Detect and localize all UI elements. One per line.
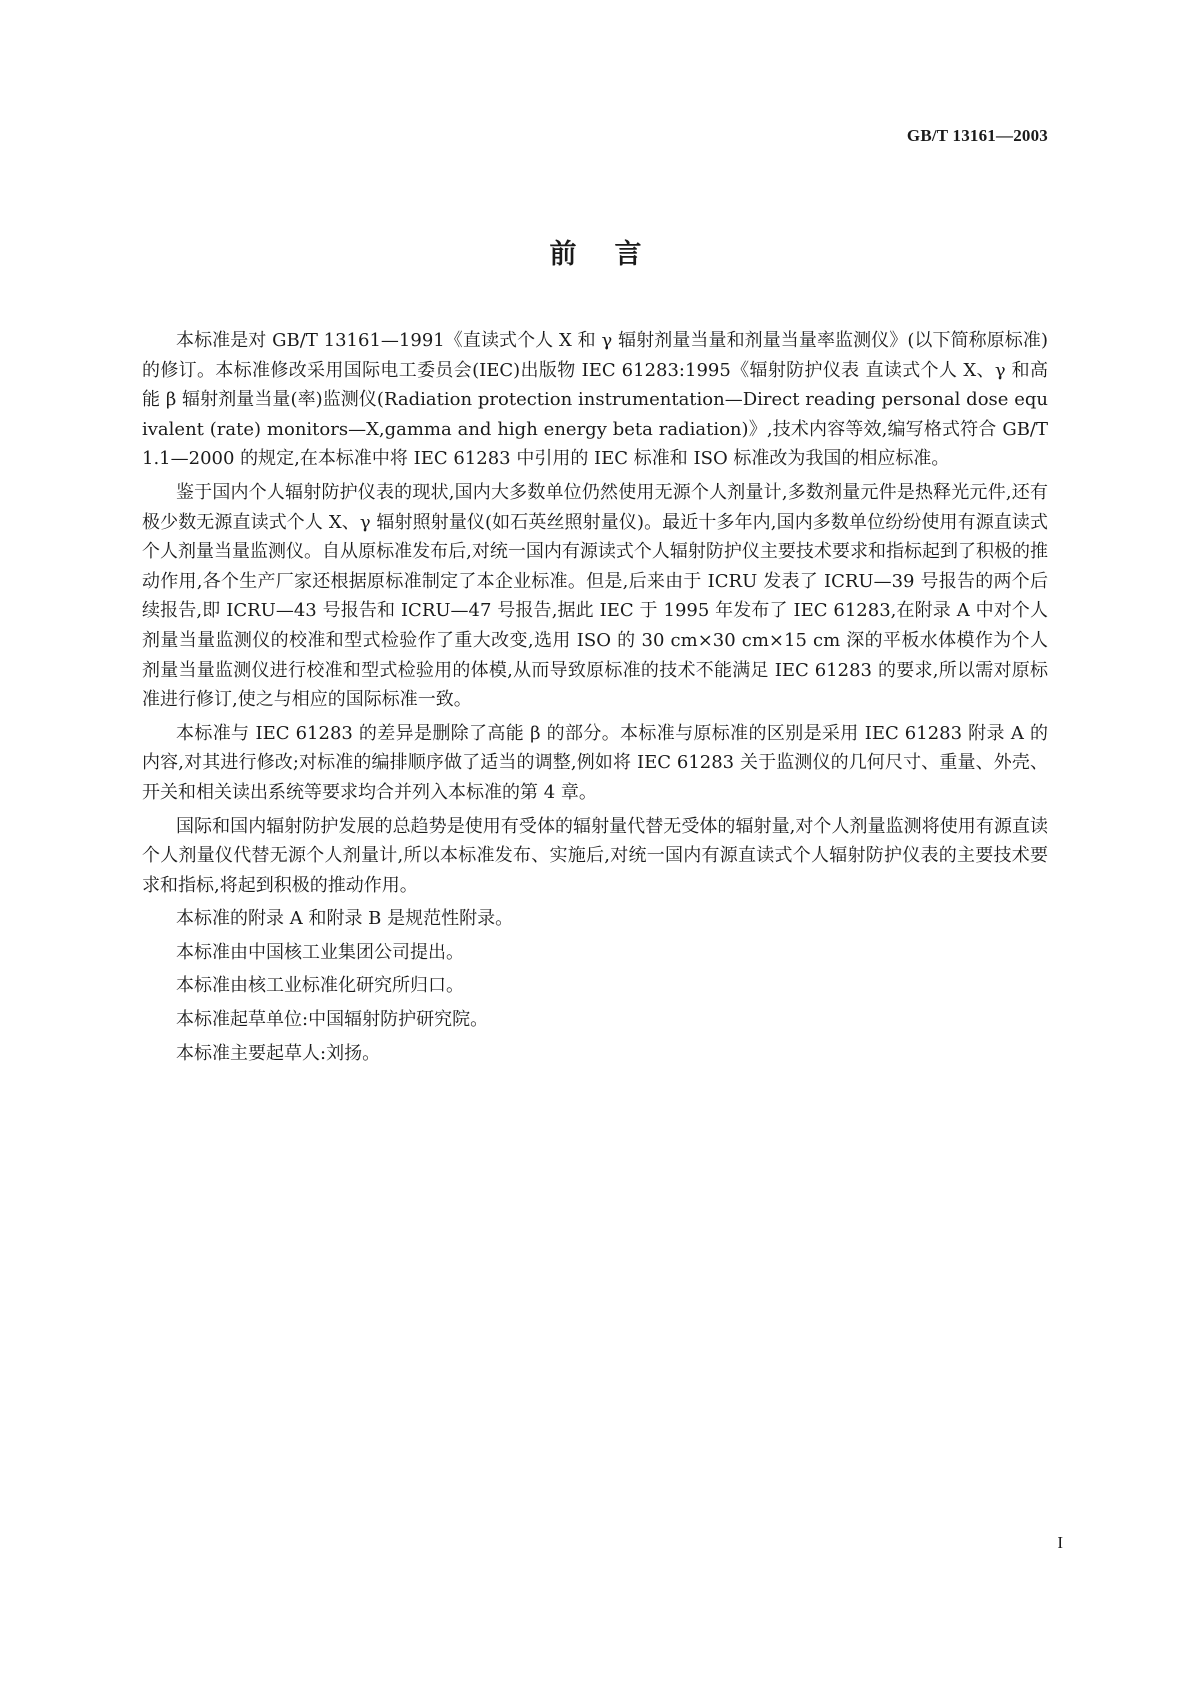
paragraph-proposer: 本标准由中国核工业集团公司提出。 xyxy=(176,941,464,963)
paragraph-differences: 本标准与 IEC 61283 的差异是删除了高能 β 的部分。本标准与原标准的区别是采用 IEC 61283 附录 A 的内容,对其进行修改;对标准的编排顺序做了适当的调整,例如将 IEC 61283 关于监测仪的几何尺寸、重量、外壳、开关和相关读出系统等要求均合并列入本标准的第 4 章。 xyxy=(142,722,1048,803)
foreword-body xyxy=(142,326,1048,1072)
paragraph-revision-basis: 本标准是对 GB/T 13161—1991《直读式个人 X 和 γ 辐射剂量当量和剂量当量率监测仪》(以下简称原标准)的修订。本标准修改采用国际电工委员会(IEC)出版物 IEC 61283:1995《辐射防护仪表 直读式个人 X、γ 和高能 β 辐射剂量当量(率)监测仪(Radiation protection instrumentation—Direct reading personal dose equivalent (rate) monitors—X,gamma and high energy beta radiation)》,技术内容等效,编写格式符合 GB/T 1.1—2000 的规定,在本标准中将 IEC 61283 中引用的 IEC 标准和 ISO 标准改为我国的相应标准。 xyxy=(142,330,1048,470)
page-number: I xyxy=(1057,1533,1063,1552)
paragraph-background: 鉴于国内个人辐射防护仪表的现状,国内大多数单位仍然使用无源个人剂量计,多数剂量元件是热释光元件,还有极少数无源直读式个人 X、γ 辐射照射量仪(如石英丝照射量仪)。最近十多年内,国内多数单位纷纷使用有源直读式个人剂量当量监测仪。自从原标准发布后,对统一国内有源读式个人辐射防护仪主要技术要求和指标起到了积极的推动作用,各个生产厂家还根据原标准制定了本企业标准。但是,后来由于 ICRU 发表了 ICRU—39 号报告的两个后续报告,即 ICRU—43 号报告和 ICRU—47 号报告,据此 IEC 于 1995 年发布了 IEC 61283,在附录 A 中对个人剂量当量监测仪的校准和型式检验作了重大改变,选用 ISO 的 30 cm×30 cm×15 cm 深的平板水体模作为个人剂量当量监测仪进行校准和型式检验用的体模,从而导致原标准的技术不能满足 IEC 61283 的要求,所以需对原标准进行修订,使之与相应的国际标准一致。 xyxy=(142,481,1048,711)
standard-code: GB/T 13161—2003 xyxy=(906,126,1048,145)
paragraph-administrator: 本标准由核工业标准化研究所归口。 xyxy=(176,975,464,997)
paragraph-annexes: 本标准的附录 A 和附录 B 是规范性附录。 xyxy=(176,908,514,930)
paragraph-drafter: 本标准主要起草人:刘扬。 xyxy=(176,1042,381,1064)
page-title: 前言 xyxy=(549,239,680,270)
paragraph-trend: 国际和国内辐射防护发展的总趋势是使用有受体的辐射量代替无受体的辐射量,对个人剂量监测将使用有源直读个人剂量仪代替无源个人剂量计,所以本标准发布、实施后,对统一国内有源直读式个人辐射防护仪表的主要技术要求和指标,将起到积极的推动作用。 xyxy=(142,815,1048,896)
paragraph-drafting-unit: 本标准起草单位:中国辐射防护研究院。 xyxy=(176,1009,489,1031)
